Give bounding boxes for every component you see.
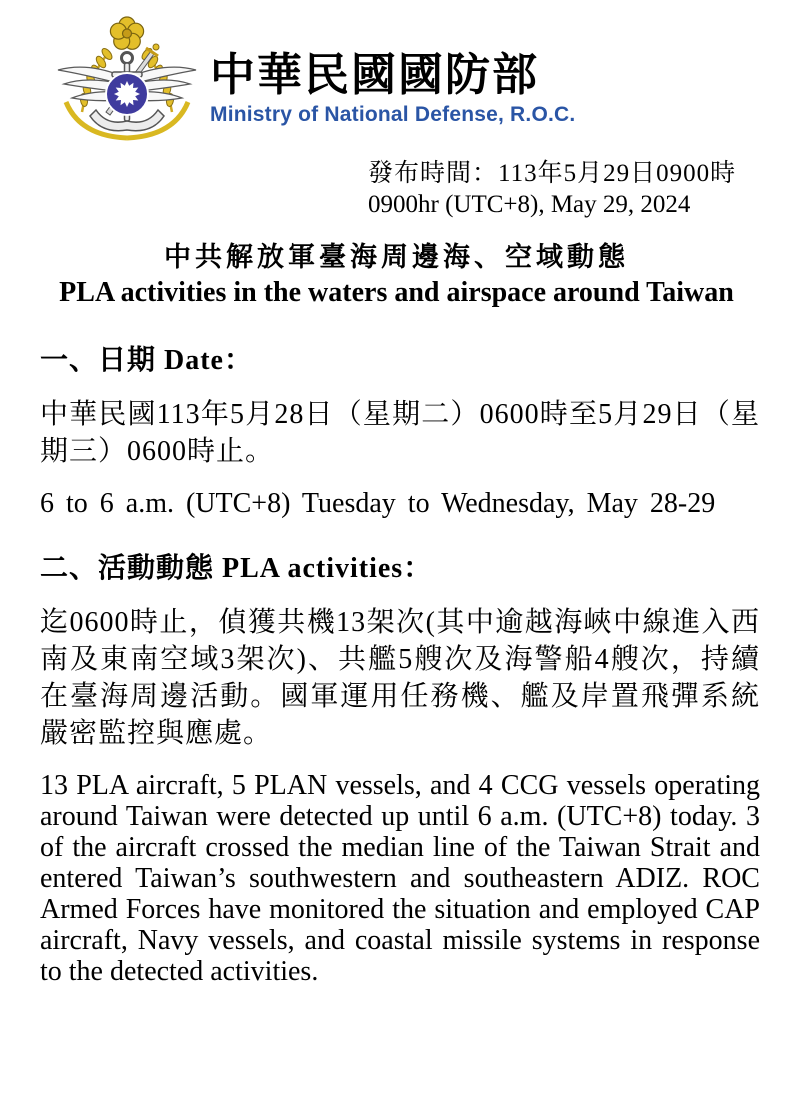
release-time-block bbox=[368, 158, 763, 220]
mnd-emblem-icon bbox=[52, 14, 202, 152]
document-title-en: PLA activities in the waters and airspace around Taiwan bbox=[59, 277, 734, 309]
section-2-paragraph-en: 13 PLA aircraft, 5 PLAN vessels, and 4 CCG vessels operating around Taiwan were detected up until 6 a.m. (UTC+8) today. 3 of the aircraft crossed the median line of the Taiwan Strait and entered Taiwan’s southwestern and southeastern ADIZ. ROC Armed Forces have monitored the situation and employed CAP aircraft, Navy vessels, and coastal missile systems in response to the detected activities. bbox=[40, 770, 760, 988]
section-2-heading: 二、活動動態 PLA activities： bbox=[40, 553, 433, 585]
document-title bbox=[0, 240, 793, 311]
release-time-zh: 發布時間：113年5月29日0900時 bbox=[368, 160, 737, 187]
section-1-heading: 一、日期 Date： bbox=[40, 345, 253, 377]
org-name-en: Ministry of National Defense, R.O.C. bbox=[210, 102, 576, 126]
release-time-en: 0900hr (UTC+8), May 29, 2024 bbox=[368, 191, 691, 218]
document-body bbox=[40, 338, 760, 987]
document-title-zh: 中共解放軍臺海周邊海、空域動態 bbox=[164, 242, 629, 272]
section-1-paragraph-en: 6 to 6 a.m. (UTC+8) Tuesday to Wednesday, May 28-29 bbox=[40, 488, 716, 520]
org-name-zh: 中華民國國防部 bbox=[210, 50, 540, 100]
document-header bbox=[0, 0, 793, 152]
section-1-paragraph-zh: 中華民國113年5月28日（星期二）0600時至5月29日（星期三）0600時止。 bbox=[40, 399, 760, 468]
org-name-block bbox=[210, 14, 575, 127]
section-2-paragraph-zh: 迄0600時止，偵獲共機13架次(其中逾越海峽中線進入西南及東南空域3架次)、共艦5艘次及海警船4艘次，持續在臺海周邊活動。國軍運用任務機、艦及岸置飛彈系統嚴密監控與應處。 bbox=[40, 607, 760, 750]
